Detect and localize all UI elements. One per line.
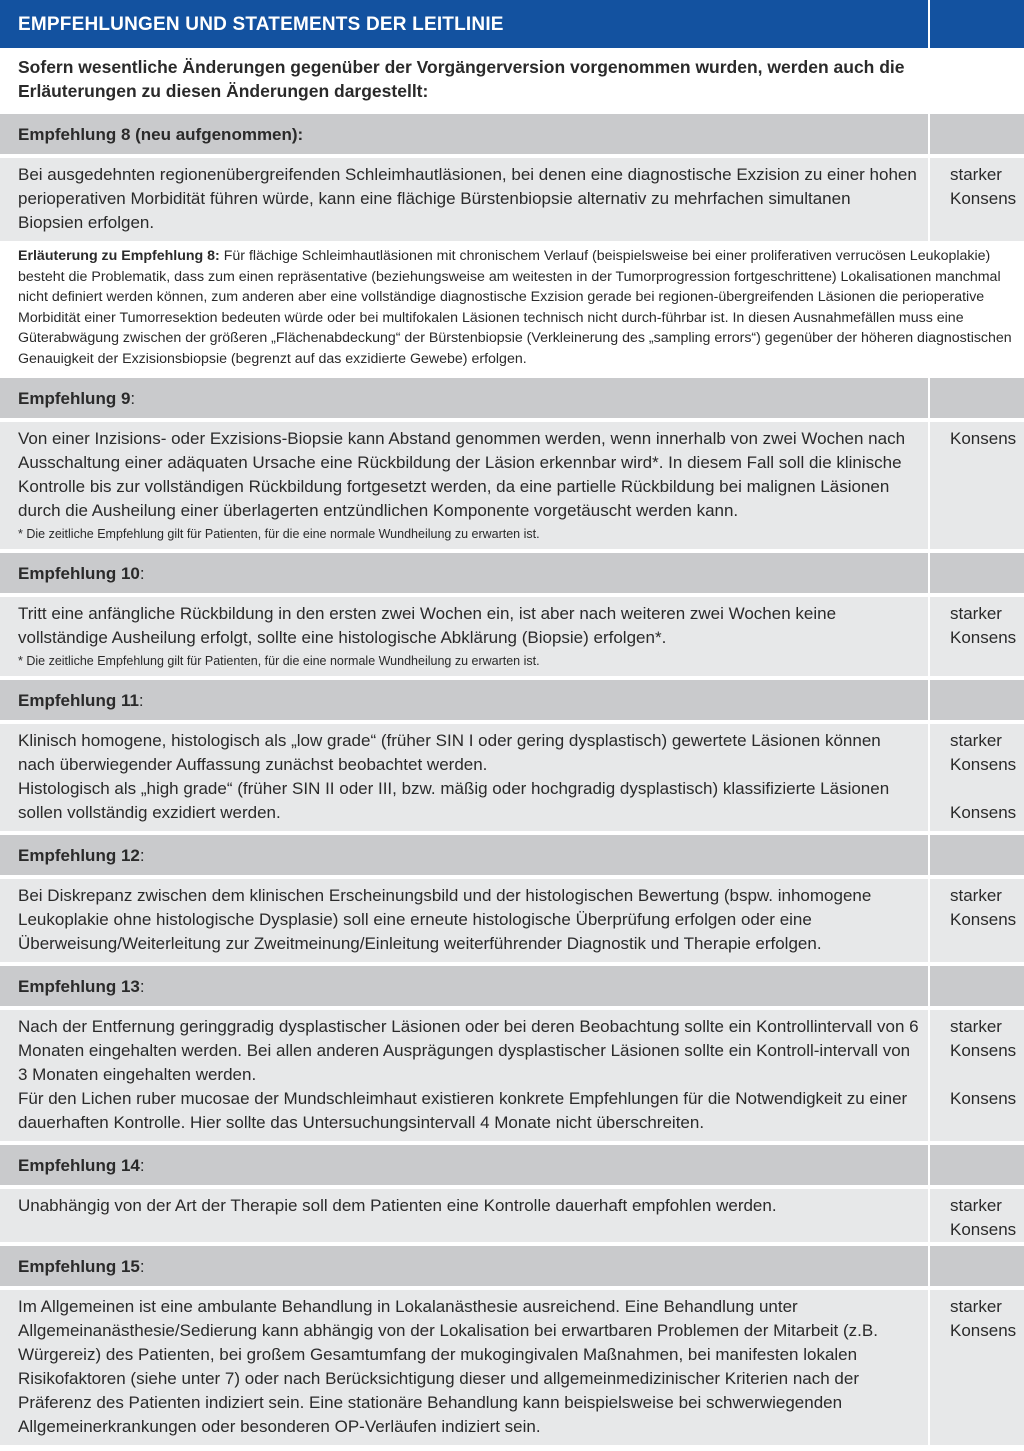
recommendation-15-title: Empfehlung 15 [18, 1256, 140, 1276]
recommendation-13-title: Empfehlung 13 [18, 976, 140, 996]
recommendation-12-text: Bei Diskrepanz zwischen dem klinischen Erscheinungsbild und der histologischen Bewertung (bspw. inhomogene Leukoplakie ohne histologische Dysplasie) soll eine erneute histologische Überprüfung erfolgen oder eine Überweisung/Weiterleitung zur Zweitmeinung/Einleitung weiterführender Diagnostik und Therapie erfolgen. [18, 885, 872, 953]
explanation-text: Für flächige Schleimhautläsionen mit chronischem Verlauf (beispielsweise bei einer proliferativen verrucösen Leukoplakie) besteht die Problematik, dass zum einen repräsentative (beziehungsweise am weitesten in der Tumorprogression fortgeschrittene) Lokalisationen manchmal nicht definiert werden können, zum anderen aber eine vollständige diagnostische Exzision gerade bei regionen-übergreifenden Läsionen die perioperative Morbidität einer Tumorresektion bedeuten würde oder bei multifokalen Läsionen technisch nicht durch-führbar ist. In diesen Ausnahmefällen muss eine Güterabwägung zwischen der größeren „Flächenabdeckung“ der Bürstenbiopsie (Verkleinerung des „sampling errors“) gegenüber der höheren diagnostischen Genauigkeit der Exzisionsbiopsie (begrenzt auf das exzidierte Gewebe) erfolgen. [18, 248, 1012, 367]
recommendation-11-body [0, 724, 1024, 831]
recommendation-10-body [0, 597, 1024, 676]
recommendation-11-consensus: starker Konsens Konsens [930, 724, 1024, 831]
recommendation-9-title: Empfehlung 9 [18, 388, 131, 408]
recommendation-12-title: Empfehlung 12 [18, 845, 140, 865]
recommendation-12-body [0, 879, 1024, 962]
recommendation-13-text-1: Nach der Entfernung geringgradig dysplastischer Läsionen oder bei deren Beobachtung sollte ein Kontrollintervall von 6 Monaten eingehalten werden. Bei allen anderen Ausprägungen dysplastischer Läsionen sollte ein Kontroll-intervall von 3 Monaten eingehalten werden. [18, 1016, 919, 1084]
recommendation-10-footnote: * Die zeitliche Empfehlung gilt für Patienten, für die eine normale Wundheilung zu erwarten ist. [18, 653, 540, 668]
recommendation-8-text: Bei ausgedehnten regionenübergreifenden Schleimhautläsionen, bei denen eine diagnostische Exzision zu einer hohen perioperativen Morbidität führen würde, kann eine flächige Bürstenbiopsie alternativ zu mehrfachen simultanen Biopsien erfolgen. [18, 165, 917, 232]
recommendation-9-consensus: Konsens [930, 422, 1024, 549]
recommendation-14-text: Unabhängig von der Art der Therapie soll dem Patienten eine Kontrolle dauerhaft empfohlen werden. [18, 1195, 777, 1215]
recommendation-11-text-2: Histologisch als „high grade“ (früher SIN II oder III, bzw. mäßig oder hochgradig dysplastisch) klassifizierte Läsionen sollen vollständig exzidiert werden. [18, 778, 890, 822]
recommendation-14-body [0, 1189, 1024, 1242]
recommendation-8-consensus: starker Konsens [930, 158, 1024, 241]
recommendation-14-consensus: starker Konsens [930, 1189, 1024, 1242]
document-header [0, 0, 1024, 48]
recommendation-13-header: Empfehlung 13: [0, 966, 1024, 1006]
recommendation-9-body [0, 422, 1024, 549]
recommendation-15-consensus: starker Konsens [930, 1290, 1024, 1445]
recommendation-10-header: Empfehlung 10: [0, 553, 1024, 593]
intro-section [0, 48, 1024, 114]
recommendation-10-title: Empfehlung 10 [18, 563, 140, 583]
recommendation-11-title: Empfehlung 11 [18, 690, 139, 710]
recommendation-8-title: Empfehlung 8 (neu aufgenommen): [18, 125, 304, 144]
recommendation-15-text: Im Allgemeinen ist eine ambulante Behandlung in Lokalanästhesie ausreichend. Eine Behandlung unter Allgemeinanästhesie/Sedierung kann abhängig von der Lokalisation bei erwartbaren Problemen der Mitarbeit (z.B. Würgereiz) des Patienten, bei großem Gesamtumfang der mukogingivalen Maßnahmen, bei manifesten lokalen Risikofaktoren (siehe unter 7) oder nach Berücksichtigung dieser und allgemeinmedizinischer Kriterien nach der Präferenz des Patienten indiziert sein. Eine stationäre Behandlung kann beispielsweise bei schwerwiegenden Allgemeinerkrankungen oder besonderen OP-Verläufen indiziert sein. [18, 1296, 878, 1436]
recommendation-12-consensus: starker Konsens [930, 879, 1024, 962]
recommendation-9-text: Von einer Inzisions- oder Exzisions-Biopsie kann Abstand genommen werden, wenn innerhalb von zwei Wochen nach Ausschaltung einer adäquaten Ursache eine Rückbildung der Läsion erkennbar wird*. In diesem Fall soll die klinische Kontrolle bis zur vollständigen Rückbildung fortgesetzt werden, da eine partielle Rückbildung bei malignen Läsionen durch die Ausheilung einer überlagerten entzündlichen Komponente vorgetäuscht werden kann. [18, 428, 906, 520]
recommendation-11-text-1: Klinisch homogene, histologisch als „low grade“ (früher SIN I oder gering dysplastisch) gewertete Läsionen können nach überwiegender Auffassung zunächst beobachtet werden. [18, 730, 881, 774]
recommendation-10-text: Tritt eine anfängliche Rückbildung in den ersten zwei Wochen ein, ist aber nach weiteren zwei Wochen keine vollständige Ausheilung erfolgt, sollte eine histologische Abklärung (Biopsie) erfolgen*. [18, 603, 837, 647]
recommendation-8-body [0, 158, 1024, 241]
recommendation-9-header: Empfehlung 9: [0, 378, 1024, 418]
header-title: EMPFEHLUNGEN UND STATEMENTS DER LEITLINIE [0, 0, 928, 48]
recommendation-13-text-2: Für den Lichen ruber mucosae der Mundschleimhaut existieren konkrete Empfehlungen für die Notwendigkeit zu einer dauerhaften Kontrolle. Hier sollte das Untersuchungsintervall 4 Monate nicht überschreiten. [18, 1088, 908, 1132]
recommendation-11-header: Empfehlung 11: [0, 680, 1024, 720]
recommendation-13-body [0, 1010, 1024, 1141]
recommendation-8-header [0, 114, 1024, 154]
explanation-label: Erläuterung zu Empfehlung 8: [18, 248, 220, 264]
recommendation-14-title: Empfehlung 14 [18, 1155, 140, 1175]
recommendation-14-header: Empfehlung 14: [0, 1145, 1024, 1185]
recommendation-15-body [0, 1290, 1024, 1445]
header-side-block [930, 0, 1024, 48]
recommendation-8-explanation [0, 241, 1024, 378]
recommendation-13-consensus: starker Konsens Konsens [930, 1010, 1024, 1141]
recommendation-15-header: Empfehlung 15: [0, 1246, 1024, 1286]
intro-text: Sofern wesentliche Änderungen gegenüber der Vorgängerversion vorgenommen wurden, werden auch die Erläuterungen zu diesen Änderungen dargestellt: [18, 57, 905, 101]
recommendation-9-footnote: * Die zeitliche Empfehlung gilt für Patienten, für die eine normale Wundheilung zu erwarten ist. [18, 526, 540, 541]
recommendation-10-consensus: starker Konsens [930, 597, 1024, 676]
recommendation-12-header: Empfehlung 12: [0, 835, 1024, 875]
